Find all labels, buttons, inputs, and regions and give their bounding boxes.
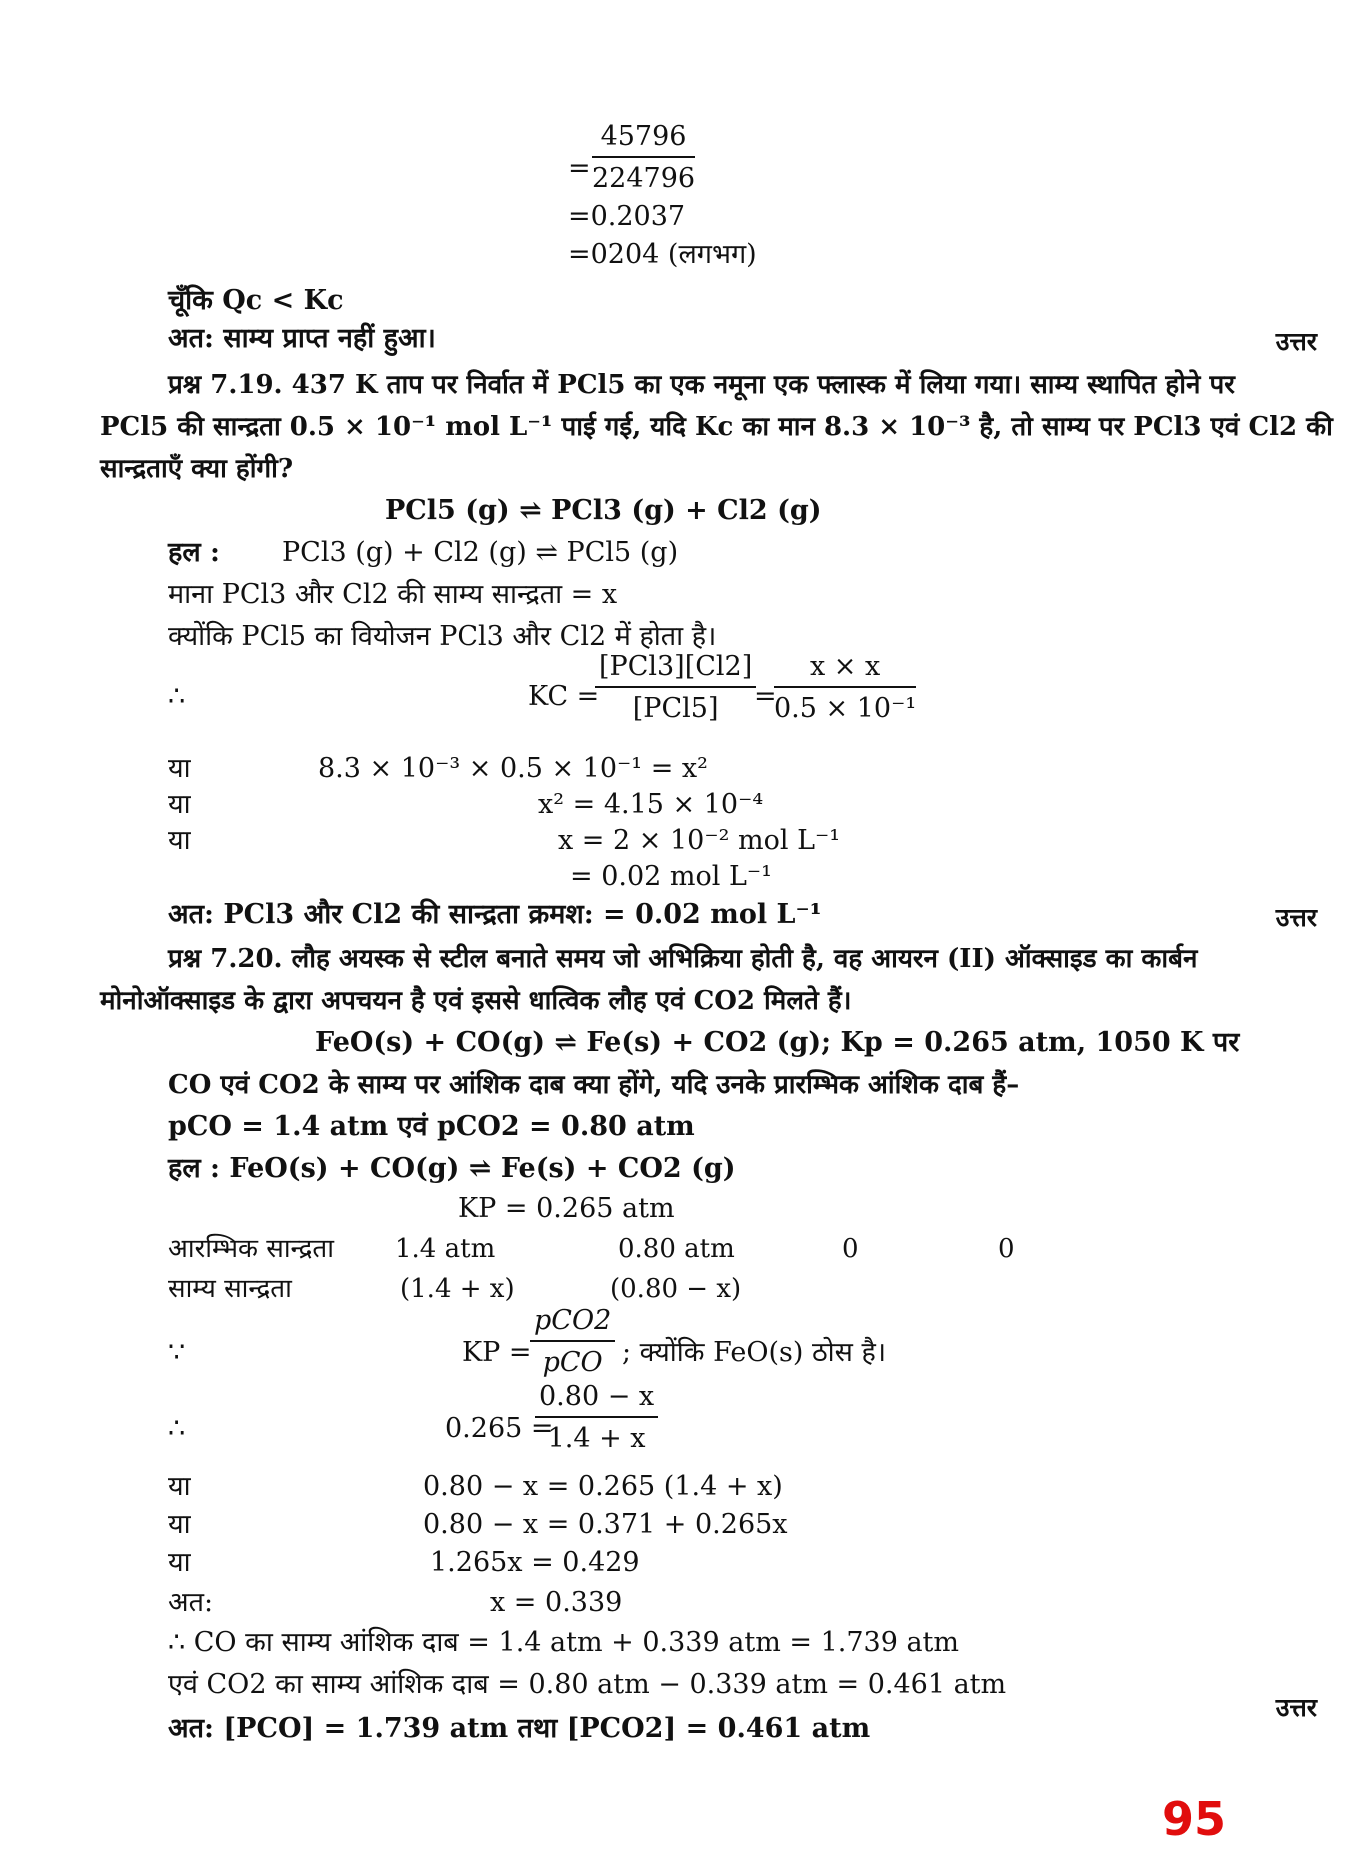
q19-because: क्योंकि PCl5 का वियोजन PCl3 और Cl2 में होता है। xyxy=(168,621,717,652)
q20-row2-co: (1.4 + x) xyxy=(400,1274,515,1304)
q19-hal-label: हल : xyxy=(168,537,221,568)
q20-co2-line: एवं CO2 का साम्य आंशिक दाब = 0.80 atm − 0.339 atm = 0.461 atm xyxy=(168,1669,1007,1700)
q20-hal: हल : FeO(s) + CO(g) ⇌ Fe(s) + CO2 (g) xyxy=(168,1153,736,1184)
q19-step1: 8.3 × 10⁻³ × 0.5 × 10⁻¹ = x² xyxy=(318,753,708,784)
q19-ya-1: या xyxy=(168,753,191,784)
q20-step1: 0.80 − x = 0.265 (1.4 + x) xyxy=(423,1471,783,1502)
q19-para-line3: सान्द्रताएँ क्या होंगी? xyxy=(100,454,294,484)
q19-ya-2: या xyxy=(168,789,191,820)
q20-kp: KP = 0.265 atm xyxy=(458,1193,675,1224)
q20-row1-co: 1.4 atm xyxy=(395,1234,496,1264)
q19-para-line1: प्रश्न 7.19. 437 K ताप पर निर्वात में PCl5 का एक नमूना एक फ्लास्क में लिया गया। साम्य स्थापित होने पर xyxy=(168,370,1235,400)
q19-kc-numerator-2: x × x xyxy=(774,650,916,688)
q20-ya-3: या xyxy=(168,1547,191,1578)
q20-ya-1: या xyxy=(168,1471,191,1502)
top-fraction-denominator: 224796 xyxy=(592,163,696,194)
q19-kc-numerator-1: [PCl3][Cl2] xyxy=(595,650,756,688)
q20-row1-last: 0 xyxy=(998,1234,1015,1264)
q20-row1-label: आरम्भिक सान्द्रता xyxy=(168,1234,334,1264)
q20-kp-note: ; क्योंकि FeO(s) ठोस है। xyxy=(622,1337,887,1368)
top-fraction-numerator: 45796 xyxy=(592,120,695,158)
q20-therefore-symbol: ∴ xyxy=(168,1413,186,1444)
q20-row1-fe: 0 xyxy=(842,1234,859,1264)
q19-answer-label: उत्तर xyxy=(1275,903,1317,932)
top-condition: चूँकि Qc < Kc xyxy=(168,285,344,316)
q20-reaction: FeO(s) + CO(g) ⇌ Fe(s) + CO2 (g); Kp = 0.265 atm, 1050 K पर xyxy=(315,1027,1240,1058)
q19-final: अत: PCl3 और Cl2 की सान्द्रता क्रमश: = 0.02 mol L⁻¹ xyxy=(168,899,822,930)
q20-kp-denominator: pCO xyxy=(542,1347,603,1378)
q20-row2-co2: (0.80 − x) xyxy=(610,1274,742,1304)
q19-kc-denominator-1: [PCl5] xyxy=(632,693,719,724)
q19-step4: = 0.02 mol L⁻¹ xyxy=(570,861,772,892)
q20-co-line: ∴ CO का साम्य आंशिक दाब = 1.4 atm + 0.339 atm = 1.739 atm xyxy=(168,1627,960,1658)
q20-value-denominator: 1.4 + x xyxy=(547,1423,646,1454)
q20-step3: 1.265x = 0.429 xyxy=(430,1547,640,1578)
q19-kc-fraction-2 xyxy=(774,650,916,726)
q20-ya-2: या xyxy=(168,1509,191,1540)
q20-step4: x = 0.339 xyxy=(490,1587,623,1618)
q20-value-fraction xyxy=(535,1380,658,1456)
q20-para-line3: CO एवं CO2 के साम्य पर आंशिक दाब क्या होंगे, यदि उनके प्रारम्भिक आंशिक दाब हैं– xyxy=(168,1070,1020,1100)
q20-kp-label: KP = xyxy=(462,1337,532,1368)
q20-para-line1: प्रश्न 7.20. लौह अयस्क से स्टील बनाते समय जो अभिक्रिया होती है, वह आयरन (II) ऑक्साइड का कार्बन xyxy=(168,944,1198,974)
q20-row1-co2: 0.80 atm xyxy=(618,1234,735,1264)
q20-value-label: 0.265 = xyxy=(445,1413,554,1444)
top-result-line2: =0204 (लगभग) xyxy=(568,239,757,270)
q20-step2: 0.80 − x = 0.371 + 0.265x xyxy=(423,1509,788,1540)
top-answer-label: उत्तर xyxy=(1275,327,1317,356)
top-equals: = xyxy=(568,153,591,184)
q19-reaction: PCl5 (g) ⇌ PCl3 (g) + Cl2 (g) xyxy=(385,495,822,526)
top-result-line1: =0.2037 xyxy=(568,201,686,232)
q19-kc-fraction-1 xyxy=(595,650,756,726)
q19-kc-equals: = xyxy=(754,681,777,712)
q19-para-line2: PCl5 की सान्द्रता 0.5 × 10⁻¹ mol L⁻¹ पाई गई, यदि Kc का मान 8.3 × 10⁻³ है, तो साम्य पर PCl3 एवं Cl2 की xyxy=(100,412,1333,442)
q20-final: अत: [PCO] = 1.739 atm तथा [PCO2] = 0.461 atm xyxy=(168,1713,871,1744)
q20-kp-numerator: pCO2 xyxy=(530,1304,615,1342)
q19-kc-denominator-2: 0.5 × 10⁻¹ xyxy=(774,693,917,724)
q19-step3: x = 2 × 10⁻² mol L⁻¹ xyxy=(558,825,841,856)
page-number: 95 xyxy=(1162,1792,1227,1846)
q20-para-line2: मोनोऑक्साइड के द्वारा अपचयन है एवं इससे धात्विक लौह एवं CO2 मिलते हैं। xyxy=(100,986,852,1016)
q20-atah: अत: xyxy=(168,1587,214,1618)
q20-kp-fraction xyxy=(530,1304,615,1380)
q20-row2-label: साम्य सान्द्रता xyxy=(168,1274,292,1304)
q19-ya-3: या xyxy=(168,825,191,856)
q20-initial-pressures: pCO = 1.4 atm एवं pCO2 = 0.80 atm xyxy=(168,1111,695,1142)
q19-assume: माना PCl3 और Cl2 की साम्य सान्द्रता = x xyxy=(168,579,618,610)
q19-hal-equation: PCl3 (g) + Cl2 (g) ⇌ PCl5 (g) xyxy=(282,537,679,568)
q20-value-numerator: 0.80 − x xyxy=(535,1380,658,1418)
q20-answer-label: उत्तर xyxy=(1275,1693,1317,1722)
q19-kc-label: KC = xyxy=(528,681,600,712)
top-conclusion: अत: साम्य प्राप्त नहीं हुआ। xyxy=(168,323,436,354)
q19-step2: x² = 4.15 × 10⁻⁴ xyxy=(538,789,764,820)
q19-therefore-symbol: ∴ xyxy=(168,681,186,712)
top-fraction xyxy=(592,120,695,196)
q20-since-symbol: ∵ xyxy=(168,1337,186,1368)
